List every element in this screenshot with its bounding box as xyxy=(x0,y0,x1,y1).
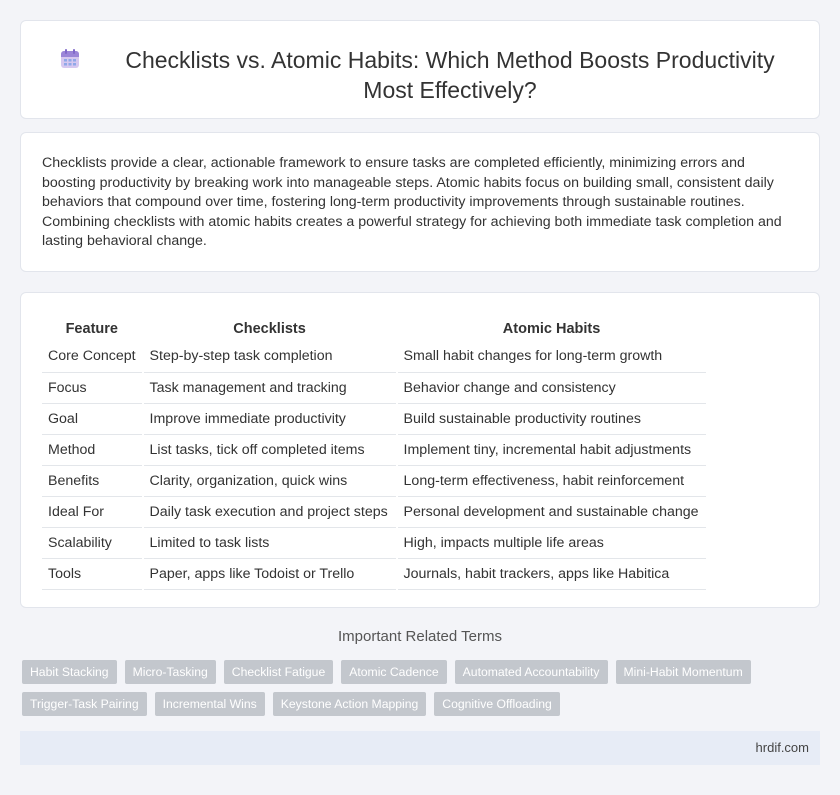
table-cell: Limited to task lists xyxy=(143,527,397,558)
table-cell: High, impacts multiple life areas xyxy=(397,527,706,558)
title-card xyxy=(20,20,820,119)
header-atomic-habits: Atomic Habits xyxy=(397,313,706,341)
footer xyxy=(20,731,820,765)
table-row xyxy=(42,341,706,372)
related-term-tag[interactable]: Micro-Tasking xyxy=(125,660,216,684)
footer-site: hrdif.com xyxy=(755,740,809,755)
table-cell: Goal xyxy=(42,403,143,434)
related-term-tag[interactable]: Trigger-Task Pairing xyxy=(22,692,147,716)
table-cell: Personal development and sustainable change xyxy=(397,496,706,527)
table-cell: Benefits xyxy=(42,465,143,496)
related-terms-list xyxy=(22,660,812,716)
comparison-card xyxy=(20,292,820,608)
table-row xyxy=(42,434,706,465)
table-cell: List tasks, tick off completed items xyxy=(143,434,397,465)
table-row xyxy=(42,496,706,527)
related-term-tag[interactable]: Keystone Action Mapping xyxy=(273,692,427,716)
table-cell: Clarity, organization, quick wins xyxy=(143,465,397,496)
table-cell: Core Concept xyxy=(42,341,143,372)
related-term-tag[interactable]: Incremental Wins xyxy=(155,692,265,716)
table-cell: Implement tiny, incremental habit adjustments xyxy=(397,434,706,465)
table-cell: Method xyxy=(42,434,143,465)
header-checklists: Checklists xyxy=(143,313,397,341)
table-cell: Step-by-step task completion xyxy=(143,341,397,372)
table-cell: Focus xyxy=(42,372,143,403)
related-term-tag[interactable]: Automated Accountability xyxy=(455,660,608,684)
related-term-tag[interactable]: Atomic Cadence xyxy=(341,660,446,684)
table-cell: Paper, apps like Todoist or Trello xyxy=(143,558,397,589)
comparison-table xyxy=(42,313,706,590)
table-cell: Behavior change and consistency xyxy=(397,372,706,403)
table-row xyxy=(42,403,706,434)
table-cell: Long-term effectiveness, habit reinforcement xyxy=(397,465,706,496)
related-term-tag[interactable]: Habit Stacking xyxy=(22,660,117,684)
table-cell: Small habit changes for long-term growth xyxy=(397,341,706,372)
table-cell: Tools xyxy=(42,558,143,589)
table-row xyxy=(42,558,706,589)
table-cell: Scalability xyxy=(42,527,143,558)
page-title: Checklists vs. Atomic Habits: Which Method Boosts Productivity Most Effectively? xyxy=(125,47,775,103)
table-cell: Build sustainable productivity routines xyxy=(397,403,706,434)
related-term-tag[interactable]: Cognitive Offloading xyxy=(434,692,560,716)
calendar-icon xyxy=(59,48,81,70)
table-row xyxy=(42,372,706,403)
table-row xyxy=(42,527,706,558)
table-row xyxy=(42,465,706,496)
related-terms-title: Important Related Terms xyxy=(338,628,502,645)
table-cell: Improve immediate productivity xyxy=(143,403,397,434)
table-header-row xyxy=(42,313,706,341)
intro-card xyxy=(20,132,820,272)
table-cell: Daily task execution and project steps xyxy=(143,496,397,527)
table-cell: Ideal For xyxy=(42,496,143,527)
header-feature: Feature xyxy=(65,320,118,337)
related-term-tag[interactable]: Checklist Fatigue xyxy=(224,660,333,684)
table-cell: Task management and tracking xyxy=(143,372,397,403)
table-cell: Journals, habit trackers, apps like Habitica xyxy=(397,558,706,589)
related-term-tag[interactable]: Mini-Habit Momentum xyxy=(616,660,751,684)
intro-paragraph: Checklists provide a clear, actionable framework to ensure tasks are completed efficiently, minimizing errors and boosting productivity by breaking work into manageable steps. Atomic habits focus on building small, consistent daily behaviors that compound over time, fostering long-term productivity improvements through sustainable routines. Combining checklists with atomic habits creates a powerful strategy for achieving both immediate task completion and lasting behavioral change. xyxy=(42,155,782,249)
